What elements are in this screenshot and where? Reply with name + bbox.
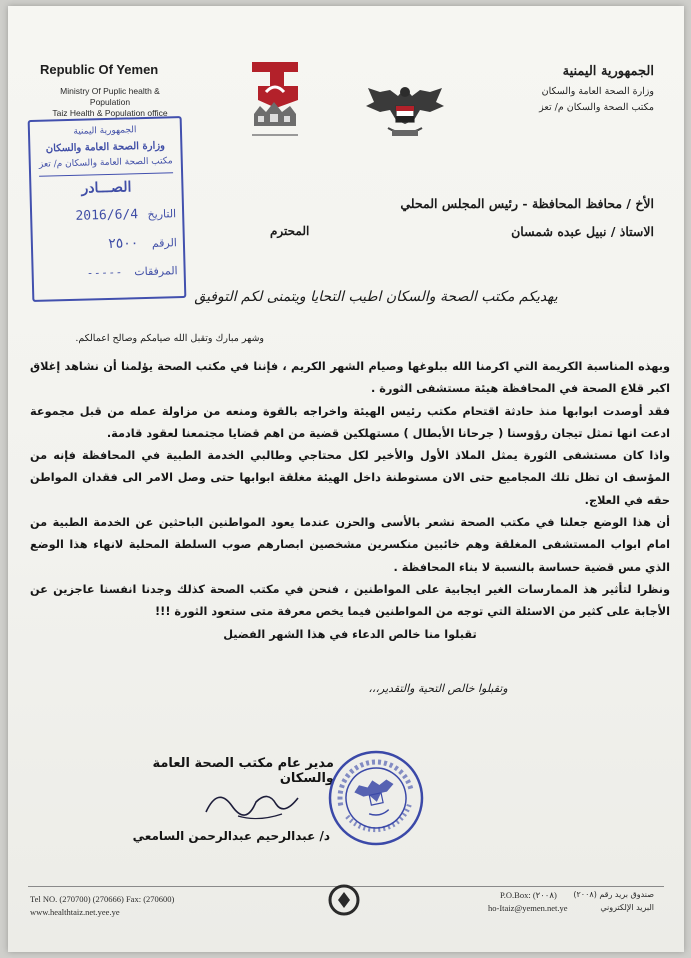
letter-body [30, 356, 670, 646]
closing-line: وتقبلوا خالص التحية والتقدير،،، [368, 682, 508, 695]
header-en-office-line: Taiz Health & Population office [52, 108, 168, 118]
stamp-number-row [39, 234, 177, 254]
greeting-line: يهديكم مكتب الصحة والسكان اطيب التحايا ويتمنى لكم التوفيق [194, 289, 558, 305]
body-paragraph-1: وبهذه المناسبة الكريمة التي اكرمنا الله ببلوغها وصيام الشهر الكريم ، فإننا في مكتب الصحة يؤلمنا أن نشاهد إغلاق اكبر قلاع الصحة في المحافظة هيئة مستشفى الثورة . [30, 360, 670, 396]
respect-title: المحترم [270, 224, 310, 238]
stamp-line-1: الجمهورية اليمنية [73, 125, 137, 137]
stamp-attachments-row [40, 264, 178, 281]
header-ar-title: الجمهورية اليمنية [562, 64, 654, 79]
header-ar-ministry: وزارة الصحة العامة والسكان [541, 86, 654, 97]
header-en-title: Republic Of Yemen [40, 62, 159, 77]
header-ar-office: مكتب الصحة والسكان م/ تعز [539, 102, 654, 113]
stamp-line-3: مكتب الصحة العامة والسكان م/ تعز [38, 156, 173, 170]
blessing-line: وشهر مبارك وتقبل الله صيامكم وصالح اعمالكم. [75, 333, 264, 344]
addressee-line-2: الاستاذ / نبيل عبده شمسان [511, 224, 654, 239]
stamp-attachments-label: المرفقات [134, 264, 178, 279]
stamp-number-label: الرقم [151, 236, 178, 250]
footer-email-ar: البريد الإلكتروني [600, 903, 654, 912]
footer-logo-icon [326, 882, 362, 918]
stamp-attachments-value: - - - - - [88, 265, 121, 280]
footer-pobox-ar: صندوق بريد رقم (٢٠٠٨) [573, 890, 654, 899]
signatory-name: د/ عبدالرحيم عبدالرحمن السامعي [132, 829, 330, 843]
body-paragraph-3: واذا كان مستشفى الثورة يمثل الملاذ الأول والأخير لكل محتاجي وطالبي الخدمة الطبية في المحافظة فإنه من المؤسف ان تظل تلك المجاميع حتى الان مستوطنة داخل الهيئة مغلقة ابوابها حتى وصل الامر الى فقدان المواطن حقه في العلاج. [30, 449, 670, 507]
footer-website: www.healthtaiz.net.yee.ye [30, 907, 120, 917]
stamp-date-label: التاريخ [147, 207, 177, 221]
letter-page [8, 6, 684, 952]
stamp-title: الصـــادر [81, 179, 132, 197]
header-en-ministry [40, 86, 180, 119]
taiz-city-logo-icon [244, 56, 306, 144]
handwritten-signature-icon [198, 776, 308, 828]
body-paragraph-4: أن هذا الوضع جعلنا في مكتب الصحة نشعر بالأسى والحزن عندما يعود المواطنين الباحثين عن الخدمة الطبية من امام ابواب المستشفى المغلقة وهم خائبين منكسرين مشخصين ابصارهم صوب السلطة المحلية لانهاء هذا الوضع الذي مس قضية حساسة بالنسبة لا بناء المحافظة . [30, 516, 670, 574]
outgoing-mail-stamp [28, 116, 187, 302]
body-paragraph-6: تقبلوا منا خالص الدعاء في هذا الشهر الفضيل [223, 627, 477, 641]
signatory-title: مدير عام مكتب الصحة العامة والسكان [152, 756, 334, 786]
footer-telephone: Tel NO. (270700) (270666) Fax: (270600) [30, 894, 175, 904]
office-round-seal-icon [317, 739, 436, 858]
body-paragraph-2: فقد أوصدت ابوابها منذ حادثة اقتحام مكتب رئيس الهيئة واخراجه بالقوة ومنعه من مزاولة عمله من قبل مجموعة ادعت انها تمثل تيجان رؤوسنا ( جرحانا الأبطال ) مستهلكين قضية من اهم قضايا مجتمعنا لعقود قادمة. [30, 404, 670, 440]
footer-pobox-en: P.O.Box: (٢٠٠٨) [500, 890, 557, 900]
yemen-eagle-emblem-icon [362, 78, 448, 144]
footer-email: ho-Itaiz@yemen.net.ye [488, 903, 568, 913]
addressee-line-1: الأخ / محافظ المحافظة - رئيس المجلس المحلي [400, 196, 654, 211]
body-paragraph-5: ونظرا لتأثير هذ الممارسات الغير ايجابية على المواطنين ، فنحن في مكتب الصحة كذلك وجدنا انفسنا عاجزين عن الأجابة على كثير من الاسئلة التي توجه من المواطنين فيما يخص معرفة متى ستعود الثورة !!! [30, 582, 670, 619]
stamp-number-value: ٢٥٠٠ [108, 235, 139, 252]
stamp-divider [39, 172, 173, 177]
header-en-ministry-line: Ministry Of Puplic health & Population [60, 86, 160, 107]
stamp-date-row [38, 206, 176, 225]
stamp-line-2: وزارة الصحة العامة والسكان [45, 140, 166, 155]
stamp-date-value: 2016/6/4 [75, 207, 139, 224]
